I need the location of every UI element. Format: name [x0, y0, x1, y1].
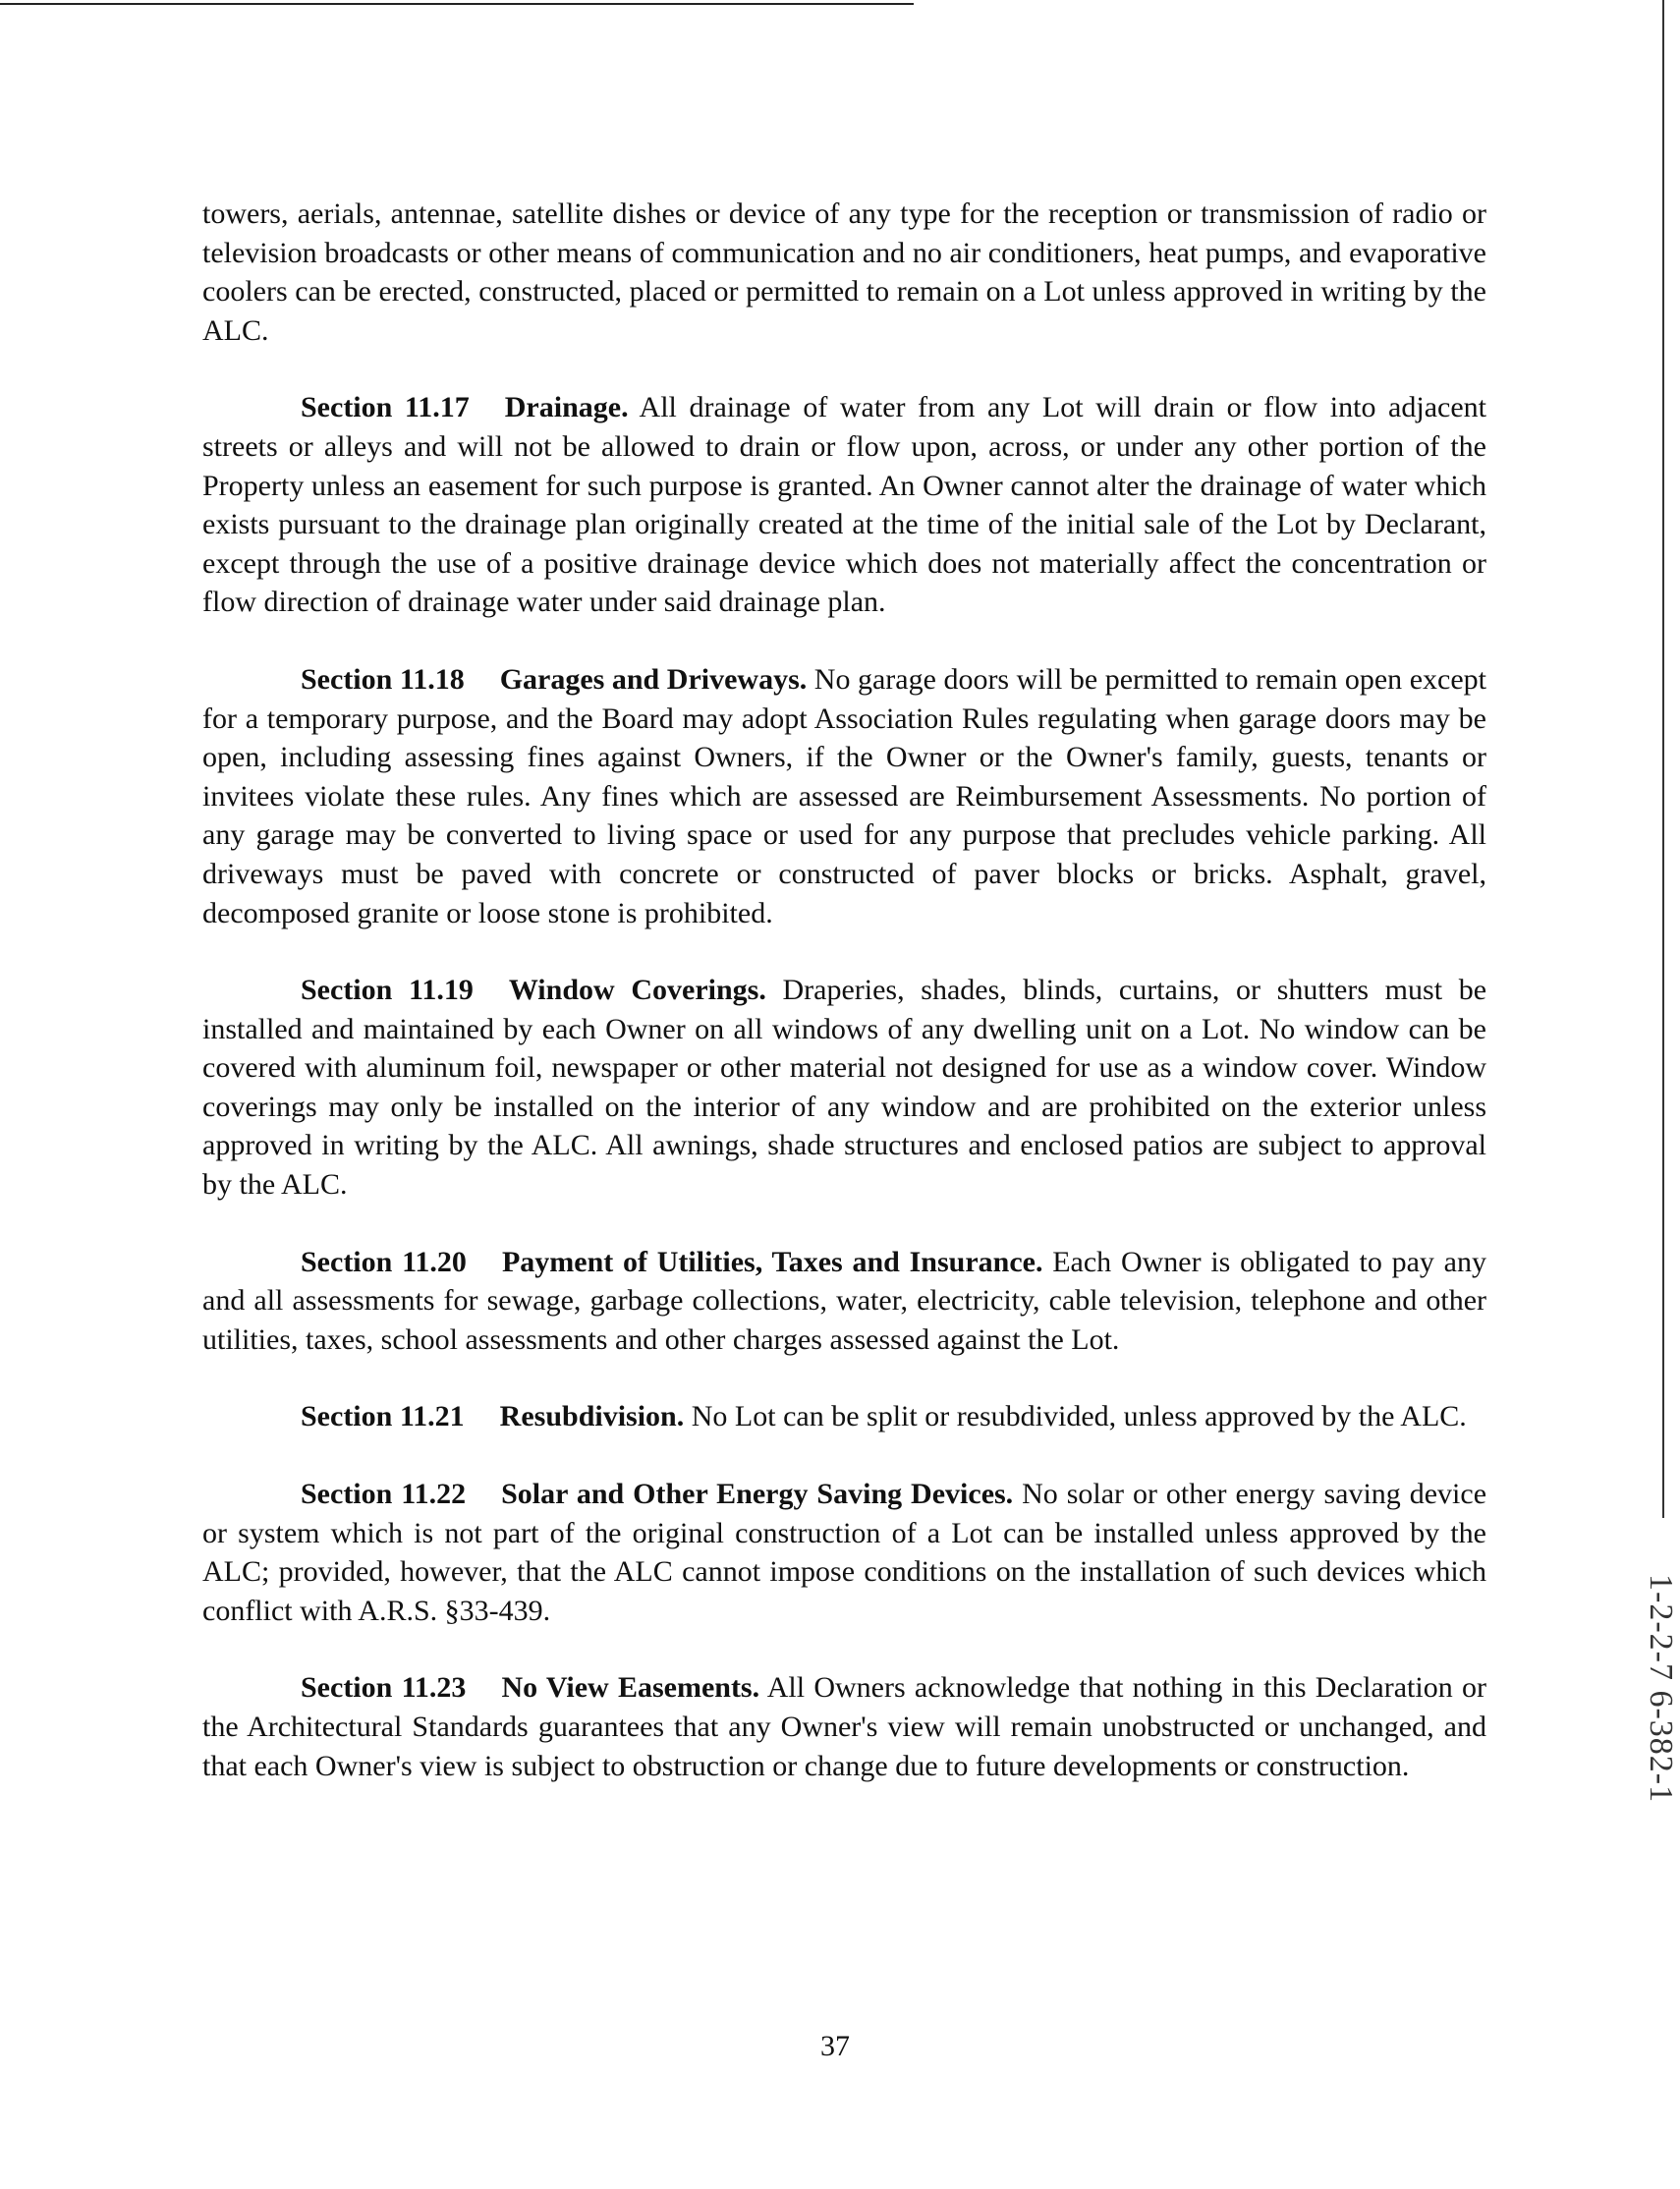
section-number: Section 11.21	[301, 1400, 465, 1433]
section-number: Section 11.17	[301, 391, 470, 424]
section-title: Payment of Utilities, Taxes and Insurance.	[501, 1245, 1043, 1278]
section-text: Each Owner is obligated to pay any and all assessments for sewage, garbage collections, water, electricity, cable television, telephone and other utilities, taxes, school assessments and other charges assessed against the Lot.	[202, 1245, 1487, 1356]
section-text: No Lot can be split or resubdivided, unless approved by the ALC.	[691, 1400, 1467, 1433]
section-title: Window Coverings.	[508, 974, 766, 1007]
section-number: Section 11.20	[301, 1245, 467, 1278]
section-text: All drainage of water from any Lot will drain or flow into adjacent streets or alleys and will not be allowed to drain or flow upon, across, or under any other portion of the Property unless an easement for such purpose is granted. An Owner cannot alter the drainage of water which exists pursuant to the drainage plan originally created at the time of the initial sale of the Lot by Declarant, except through the use of a positive drainage device which does not materially affect the concentration or flow direction of drainage water under said drainage plan.	[202, 391, 1486, 619]
section-title: Solar and Other Energy Saving Devices.	[501, 1478, 1014, 1511]
continuation-paragraph	[202, 195, 1486, 350]
top-edge-rule	[0, 3, 914, 5]
section-title: No View Easements.	[501, 1671, 760, 1705]
section-title: Garages and Driveways.	[499, 662, 808, 696]
page-number: 37	[820, 2030, 850, 2062]
section-11-18	[202, 660, 1486, 932]
section-text: No garage doors will be permitted to remain open except for a temporary purpose, and the Board may adopt Association Rules regulating when garage doors may be open, including assessing fines against Owners, if the Owner or the Owner's family, guests, tenants or invitees violate these rules. Any fines which are assessed are Reimbursement Assessments. No portion of any garage may be converted to living space or used for any purpose that precludes vehicle parking. All driveways must be paved with concrete or constructed of paver blocks or bricks. Asphalt, gravel, decomposed granite or loose stone is prohibited.	[202, 662, 1486, 929]
section-title: Resubdivision.	[499, 1400, 685, 1433]
section-title: Drainage.	[504, 391, 629, 424]
section-text: No solar or other energy saving device or system which is not part of the original construction of a Lot can be installed unless approved by the ALC; provided, however, that the ALC cannot impose conditions on the installation of such devices which conflict with A.R.S. §33-439.	[202, 1478, 1487, 1627]
section-number: Section 11.22	[301, 1478, 467, 1511]
section-text: All Owners acknowledge that nothing in this Declaration or the Architectural Standards guarantees that any Owner's view will remain unobstructed or unchanged, and that each Owner's view is subject to obstruction or change due to future developments or construction.	[202, 1671, 1486, 1782]
section-11-23	[202, 1668, 1486, 1785]
margin-stamp: 1-2-2-7 6-382-1	[1643, 1574, 1679, 1804]
section-number: Section 11.23	[301, 1671, 467, 1705]
document-body	[202, 195, 1486, 1824]
paragraph-text: towers, aerials, antennae, satellite dishes or device of any type for the reception or transmission of radio or television broadcasts or other means of communication and no air conditioners, heat pumps, and evaporative coolers can be erected, constructed, placed or permitted to remain on a Lot unless approved in writing by the ALC.	[202, 197, 1486, 347]
section-text: Draperies, shades, blinds, curtains, or shutters must be installed and maintained by each Owner on all windows of any dwelling unit on a Lot. No window can be covered with aluminum foil, newspaper or other material not designed for use as a window cover. Window coverings may only be installed on the interior of any window and are prohibited on the exterior unless approved in writing by the ALC. All awnings, shade structures and enclosed patios are subject to approval by the ALC.	[202, 974, 1487, 1202]
section-11-17	[202, 388, 1486, 622]
section-11-21	[202, 1397, 1486, 1436]
section-11-22	[202, 1475, 1486, 1630]
section-number: Section 11.18	[301, 662, 465, 696]
section-11-19	[202, 971, 1486, 1205]
right-edge-rule	[1662, 0, 1664, 1518]
section-number: Section 11.19	[301, 974, 474, 1007]
section-11-20	[202, 1243, 1486, 1360]
